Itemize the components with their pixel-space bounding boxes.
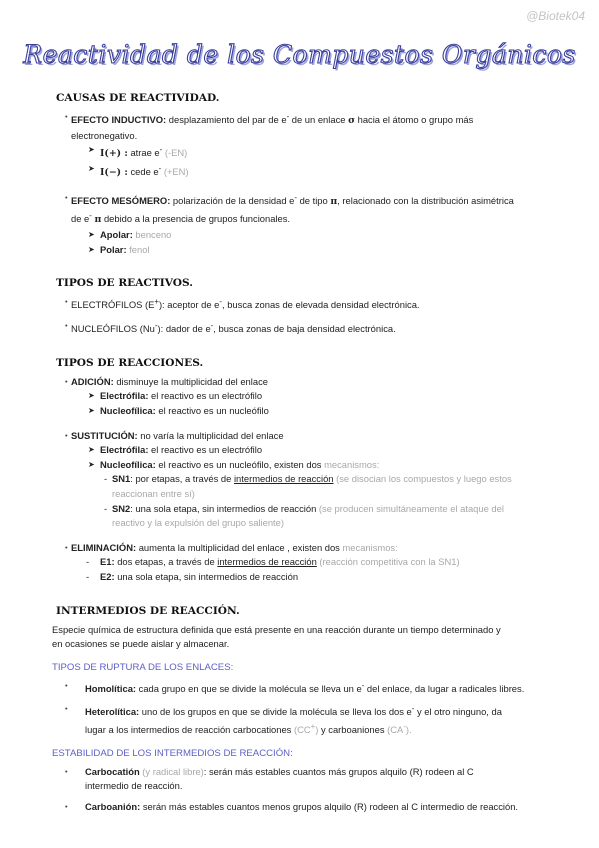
dash-marker: - xyxy=(86,556,90,568)
item-continuation: de e- π debido a la presencia de grupos funcionales. xyxy=(71,211,291,226)
text: : por etapas, a través de xyxy=(130,473,234,485)
dash-marker: - xyxy=(86,570,90,582)
gray-note: ) xyxy=(315,724,319,736)
text: , relacionado con la distribución asimétrica xyxy=(337,194,514,206)
sup: - xyxy=(403,722,406,732)
heading-tipos-reacciones: TIPOS DE REACCIONES. xyxy=(56,356,204,369)
text: desplazamiento del par de e xyxy=(166,114,287,126)
chevron-right-icon: ➤ xyxy=(88,459,95,469)
text: del enlace, da lugar a radicales libres. xyxy=(364,682,525,694)
item-adicion xyxy=(56,375,556,390)
text: polarización de la densidad e xyxy=(170,194,295,206)
label: SUSTITUCIÓN: xyxy=(71,429,138,441)
content xyxy=(52,92,556,815)
text: (Nu xyxy=(137,323,155,335)
label: SN1 xyxy=(112,473,131,485)
chevron-right-icon: ➤ xyxy=(88,230,95,240)
definition-line: Especie química de estructura definida que está presente en una reacción durante un tiempo determinado y xyxy=(52,623,501,635)
subitem-apolar xyxy=(56,228,556,243)
gray-note: (CC xyxy=(293,724,311,736)
text: hacia el átomo o grupo más xyxy=(355,114,474,126)
subitem-sn1-continuation: reaccionan entre sí) xyxy=(112,487,195,499)
sup: + xyxy=(310,722,316,732)
label: E2: xyxy=(100,570,115,582)
sup: - xyxy=(154,321,158,331)
item-heterolitica: • Heterolítica: uno de los grupos en que se divide la molécula se lleva los dos e- y el otro ninguno, da xyxy=(56,702,556,720)
subitem-adicion-electrofila xyxy=(56,389,556,404)
text: el reactivo es un electrófilo xyxy=(148,390,263,402)
gray-note: benceno xyxy=(132,229,172,241)
text: uno de los grupos en que se divide la molécula se lleva los dos e xyxy=(139,706,412,718)
label: Nucleofílica: xyxy=(100,458,156,470)
text: no varía la multiplicidad del enlace xyxy=(137,429,284,441)
label: Carbocatión xyxy=(85,765,140,777)
pi-symbol: π xyxy=(330,195,338,207)
heading-intermedios: INTERMEDIOS DE REACCIÓN. xyxy=(56,604,240,617)
intermedios-link: intermedios de reacción xyxy=(217,556,317,568)
sup: + xyxy=(154,297,159,307)
gray-note: (CA xyxy=(387,724,404,736)
item-carboanion xyxy=(56,800,556,815)
text: lugar a los intermedios de reacción carbocationes xyxy=(85,724,294,736)
item-carbocation-continuation: intermedio de reacción. xyxy=(85,780,183,792)
label: ELIMINACIÓN: xyxy=(71,541,137,553)
gray-note: mecanismos: xyxy=(342,541,398,553)
label: Polar: xyxy=(100,243,127,255)
gray-note: mecanismos: xyxy=(324,458,380,470)
dash-marker: - xyxy=(104,473,108,485)
text: debido a la presencia de grupos funcionales. xyxy=(101,213,291,225)
label: I(+) : xyxy=(100,148,128,160)
item-carbocation xyxy=(56,765,556,780)
subitem-e1 xyxy=(56,555,556,570)
pi-symbol: π xyxy=(94,214,102,226)
subitem-adicion-nucleofilica xyxy=(56,404,556,419)
sup: - xyxy=(286,112,290,121)
chevron-right-icon: ➤ xyxy=(88,244,95,254)
text: ): aceptor de e xyxy=(158,299,220,311)
item-heterolitica-continuation xyxy=(56,720,556,738)
subitem-i-minus: ➤ I(−) : cede e- (+EN) xyxy=(88,164,189,179)
gray-note: (se disocian los compuestos y luego estos xyxy=(333,473,512,485)
text: el reactivo es un nucleófilo, existen dos xyxy=(155,458,325,470)
item-electrofilos: • ELECTRÓFILOS (E+): aceptor de e-, busca zonas de elevada densidad electrónica. xyxy=(56,295,556,313)
gray-note: (reacción competitiva con la SN1) xyxy=(316,556,460,568)
text: atrae e xyxy=(127,147,160,159)
subitem-sn2 xyxy=(56,502,556,517)
item-homolitica: • Homolítica: cada grupo en que se divide la molécula se lleva un e- del enlace, da lugar a radicales libres. xyxy=(56,679,556,697)
item-efecto-mesomero: • EFECTO MESÓMERO: polarización de la densidad e- de tipo π, relacionado con la distribución asimétrica xyxy=(56,191,556,210)
text: y carboaniones xyxy=(318,724,388,736)
text: el reactivo es un electrófilo xyxy=(148,444,263,456)
subitem-sn1 xyxy=(56,472,556,487)
gray-note: (+EN) xyxy=(161,166,189,178)
text: disminuye la multiplicidad del enlace xyxy=(113,375,268,387)
label: Electrófila: xyxy=(100,390,149,402)
sigma-symbol: σ xyxy=(348,115,355,127)
text: una sola etapa, sin intermedios de reacción xyxy=(114,570,299,582)
text: cede e xyxy=(127,166,159,178)
label: Homolítica: xyxy=(85,682,137,694)
subheading-estabilidad: ESTABILIDAD DE LOS INTERMEDIOS DE REACCIÓN: xyxy=(52,747,293,759)
intermedios-link: intermedios de reacción xyxy=(233,473,334,485)
label: I(−) : xyxy=(100,167,128,179)
text: aumenta la multiplicidad del enlace , existen dos xyxy=(136,541,343,553)
label: E1: xyxy=(100,556,115,568)
label: NUCLEÓFILOS xyxy=(71,323,138,335)
heading-causas: CAUSAS DE REACTIVIDAD. xyxy=(56,92,220,104)
item-nucleofilos: • NUCLEÓFILOS (Nu-): dador de e-, busca zonas de baja densidad electrónica. xyxy=(56,319,556,337)
gray-note: ). xyxy=(405,724,412,736)
subitem-sust-electrofila xyxy=(56,443,556,458)
watermark: @Biotek04 xyxy=(526,9,585,23)
page-title: Reactividad de los Compuestos Orgánicos xyxy=(23,40,576,69)
chevron-right-icon: ➤ xyxy=(88,145,95,155)
text: (E xyxy=(142,299,155,311)
label: Carboanión: xyxy=(85,801,141,813)
gray-note: (se producen simultáneamente el ataque del xyxy=(318,502,504,514)
item-sustitucion xyxy=(56,429,556,444)
subitem-polar xyxy=(56,243,556,258)
text: : serán más estables cuantos más grupos alquilo (R) rodeen al C xyxy=(203,765,474,777)
chevron-right-icon: ➤ xyxy=(88,164,95,174)
text: , busca zonas de elevada densidad electrónica. xyxy=(222,299,420,311)
label: EFECTO MESÓMERO: xyxy=(71,194,171,206)
heading-tipos-reactivos: TIPOS DE REACTIVOS. xyxy=(56,277,193,290)
title-wrap xyxy=(0,40,599,69)
text: de e xyxy=(71,213,90,225)
text: : una sola etapa, sin intermedios de reacción xyxy=(130,502,319,514)
label: EFECTO INDUCTIVO: xyxy=(71,114,167,126)
subitem-sust-nucleofilica xyxy=(56,458,556,473)
text: y el otro ninguno, da xyxy=(414,706,502,718)
chevron-right-icon: ➤ xyxy=(88,445,95,455)
text: cada grupo en que se divide la molécula se lleva un e xyxy=(136,682,362,694)
subheading-ruptura: TIPOS DE RUPTURA DE LOS ENLACES: xyxy=(52,661,234,673)
subitem-e2 xyxy=(56,570,556,585)
label: Nucleofílica: xyxy=(100,405,156,416)
item-eliminacion xyxy=(56,541,556,556)
chevron-right-icon: ➤ xyxy=(88,406,95,415)
label: ELECTRÓFILOS xyxy=(71,299,143,311)
text: de tipo xyxy=(296,194,331,206)
dash-marker: - xyxy=(104,502,108,514)
text: ): dador de e xyxy=(157,323,211,335)
item-continuation: electronegativo. xyxy=(71,129,138,141)
text: serán más estables cuantos menos grupos alquilo (R) rodeen al C intermedio de reacción. xyxy=(140,801,519,813)
text: el reactivo es un nucleófilo xyxy=(155,405,269,416)
gray-note: fenol xyxy=(126,243,150,255)
text: dos etapas, a través de xyxy=(114,556,218,568)
subitem-sn2-continuation: reactivo y la expulsión del grupo saliente) xyxy=(112,517,284,529)
label: Heterolítica: xyxy=(85,706,140,718)
gray-note: (y radical libre) xyxy=(139,765,204,777)
chevron-right-icon: ➤ xyxy=(88,391,95,401)
item-efecto-inductivo xyxy=(56,110,556,129)
subitem-i-plus: ➤ I(+) : atrae e- (-EN) xyxy=(88,145,188,160)
label: Apolar: xyxy=(100,229,133,241)
gray-note: (-EN) xyxy=(162,147,188,159)
label: ADICIÓN: xyxy=(71,375,114,387)
label: SN2 xyxy=(112,502,131,514)
text: , busca zonas de baja densidad electrónica. xyxy=(213,323,396,335)
definition-line: en ocasiones se puede aislar y almacenar. xyxy=(52,638,230,650)
text: de un enlace xyxy=(289,114,349,126)
label: Electrófila: xyxy=(100,444,149,456)
